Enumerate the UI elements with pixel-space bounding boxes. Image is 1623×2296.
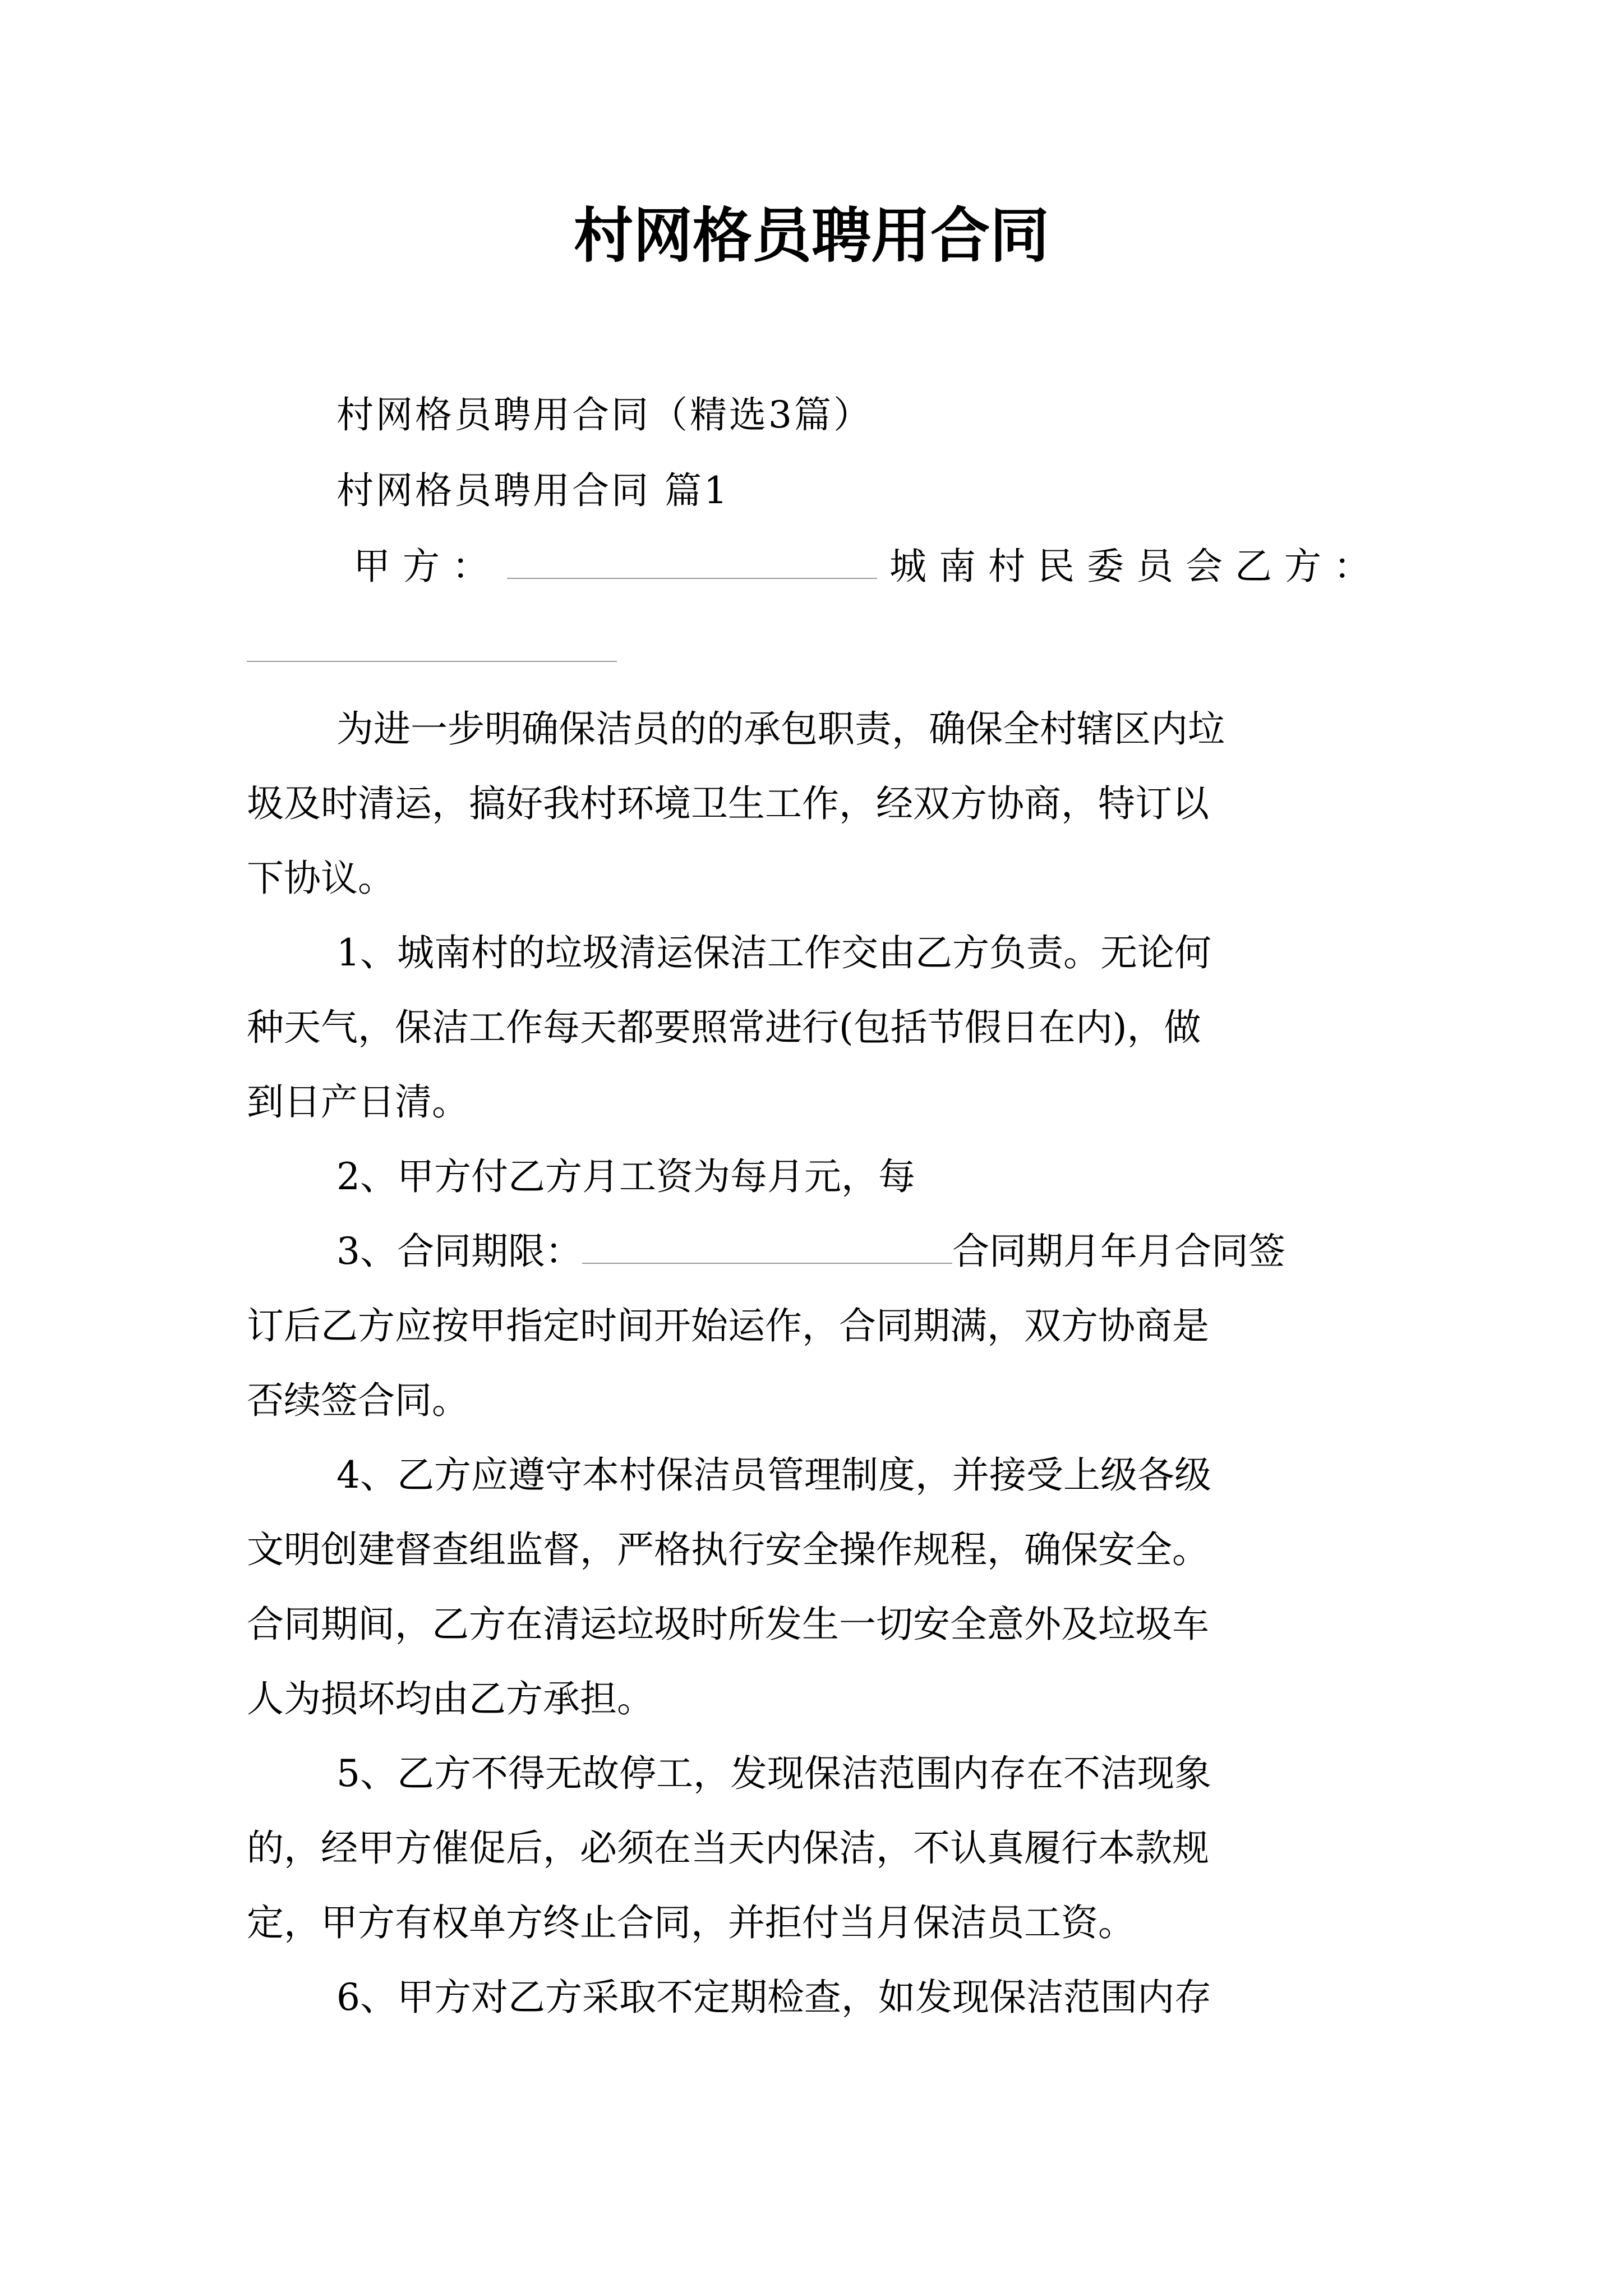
paragraph-line: 文明创建督查组监督，严格执行安全操作规程，确保安全。: [247, 1528, 1209, 1571]
paragraph-line: 5、乙方不得无故停工，发现保洁范围内存在不洁现象: [336, 1752, 1211, 1795]
paragraph-line: 2、甲方付乙方月工资为每月元，每: [336, 1155, 915, 1198]
term-blank: [582, 1227, 952, 1264]
party-a-blank: [507, 542, 877, 579]
paragraph-line: 的，经甲方催促后，必须在当天内保洁，不认真履行本款规: [247, 1826, 1209, 1870]
document-title: 村网格员聘用合同: [574, 200, 1049, 270]
term-text: 合同期月年月合同签: [952, 1230, 1285, 1273]
paragraph-line: 定，甲方有权单方终止合同，并拒付当月保洁员工资。: [247, 1901, 1135, 1944]
paragraph-line: 合同期间，乙方在清运垃圾时所发生一切安全意外及垃圾车: [247, 1603, 1209, 1646]
section-heading: 村网格员聘用合同 篇1: [336, 469, 730, 512]
subtitle: 村网格员聘用合同（精选3篇）: [336, 393, 873, 436]
paragraph-line: 下协议。: [247, 857, 395, 900]
paragraph-line: 订后乙方应按甲指定时间开始运作，合同期满，双方协商是: [247, 1304, 1209, 1347]
paragraph-line: 否续签合同。: [247, 1379, 469, 1422]
paragraph-line: 圾及时清运，搞好我村环境卫生工作，经双方协商，特订以: [247, 782, 1209, 825]
paragraph-line: 1、城南村的垃圾清运保洁工作交由乙方负责。无论何: [336, 931, 1211, 974]
paragraph-line: 为进一步明确保洁员的的承包职责，确保全村辖区内垃: [336, 707, 1225, 751]
term-label: 3、合同期限：: [336, 1230, 582, 1273]
party-b-blank-rule: [247, 661, 617, 662]
paragraph-line: 6、甲方对乙方采取不定期检查，如发现保洁范围内存: [336, 1976, 1211, 2019]
paragraph-line: 到日产日清。: [247, 1080, 469, 1124]
paragraph-line: 种天气，保洁工作每天都要照常进行(包括节假日在内)，做: [247, 1006, 1201, 1049]
party-a-text: 城南村民委员会乙方：: [889, 545, 1383, 588]
party-a-label: 甲方：: [353, 545, 501, 588]
paragraph-line-with-blank: [336, 1223, 1285, 1280]
paragraph-line: 人为损坏均由乙方承担。: [247, 1677, 654, 1720]
paragraph-line: 4、乙方应遵守本村保洁员管理制度，并接受上级各级: [336, 1453, 1211, 1497]
party-line: [353, 539, 1383, 595]
